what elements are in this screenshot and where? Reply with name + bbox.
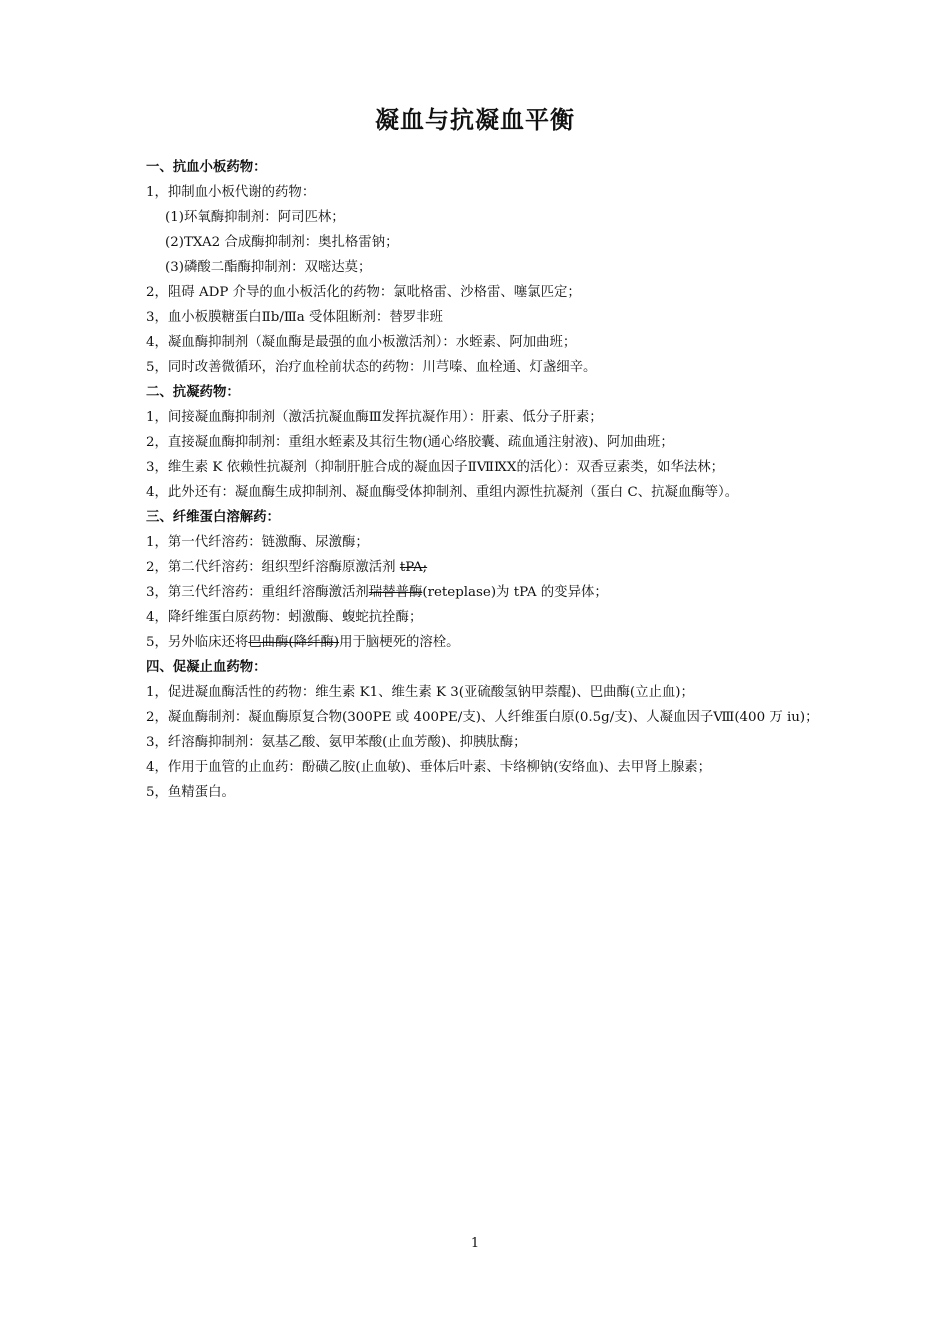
list-item: 4，此外还有：凝血酶生成抑制剂、凝血酶受体抑制剂、重组内源性抗凝剂（蛋白 C、抗凝血酶等）。 (146, 485, 739, 500)
list-item (146, 630, 816, 655)
list-item: 1，间接凝血酶抑制剂（激活抗凝血酶Ⅲ发挥抗凝作用）：肝素、低分子肝素； (146, 410, 603, 425)
struck-text: tPA; (399, 560, 428, 575)
list-item: 2，阻碍 ADP 介导的血小板活化的药物：氯吡格雷、沙格雷、噻氯匹定； (146, 285, 581, 300)
struck-text: 瑞替普酶 (368, 585, 423, 600)
list-item: 4，凝血酶抑制剂（凝血酶是最强的血小板激活剂）：水蛭素、阿加曲班； (146, 335, 577, 350)
document-title: 凝血与抗凝血平衡 (375, 105, 575, 134)
list-item: 4，作用于血管的止血药：酚磺乙胺(止血敏)、垂体后叶素、卡络柳钠(安络血)、去甲肾上腺素； (146, 760, 712, 775)
list-item: 3，纤溶酶抑制剂：氨基乙酸、氨甲苯酸(止血芳酸)、抑胰肽酶； (146, 735, 527, 750)
list-item-text: 用于脑梗死的溶栓。 (339, 635, 460, 650)
struck-text: 巴曲酶(降纤酶) (248, 635, 340, 650)
list-item: 1，第一代纤溶药：链激酶、尿激酶； (146, 535, 369, 550)
list-item (146, 555, 816, 580)
list-item: (2)TXA2 合成酶抑制剂：奥扎格雷钠； (165, 235, 399, 250)
list-item (146, 580, 816, 605)
list-item: 2，直接凝血酶抑制剂：重组水蛭素及其衍生物(通心络胶囊、疏血通注射液)、阿加曲班； (146, 435, 674, 450)
section-heading: 三、纤维蛋白溶解药： (146, 509, 280, 525)
list-item: 1，抑制血小板代谢的药物： (146, 185, 316, 200)
list-item: 5，鱼精蛋白。 (146, 785, 235, 800)
document-body (146, 155, 819, 805)
list-item: 1，促进凝血酶活性的药物：维生素 K1、维生素 K 3(亚硫酸氢钠甲萘醌)、巴曲酶(立止血)； (146, 685, 694, 700)
list-item: (3)磷酸二酯酶抑制剂：双嘧达莫； (165, 260, 372, 275)
section-heading: 二、抗凝药物： (146, 384, 240, 400)
list-item: 3，维生素 K 依赖性抗凝剂（抑制肝脏合成的凝血因子ⅡⅦⅨⅩ的活化）：双香豆素类，如华法林； (146, 460, 725, 475)
list-item: 4，降纤维蛋白原药物：蚓激酶、蝮蛇抗拴酶； (146, 610, 423, 625)
section-heading: 四、促凝止血药物： (146, 659, 267, 675)
list-item-text: 3，第三代纤溶药：重组纤溶酶激活剂 (146, 585, 369, 600)
list-item-text: (reteplase)为 tPA 的变异体； (422, 585, 608, 600)
list-item-text: 5，另外临床还将 (146, 635, 249, 650)
list-item: 2，凝血酶制剂：凝血酶原复合物(300PE 或 400PE/支)、人纤维蛋白原(0.5g/支)、人凝血因子Ⅷ(400 万 iu)； (146, 710, 819, 725)
list-item: 3，血小板膜糖蛋白Ⅱb/Ⅲa 受体阻断剂：替罗非班 (146, 310, 443, 325)
page-number: 1 (470, 1236, 480, 1251)
list-item-text: 2，第二代纤溶药：组织型纤溶酶原激活剂 (146, 560, 400, 575)
list-item: 5，同时改善微循环，治疗血栓前状态的药物：川芎嗪、血栓通、灯盏细辛。 (146, 360, 597, 375)
section-heading: 一、抗血小板药物： (146, 159, 267, 175)
list-item: (1)环氧酶抑制剂：阿司匹林； (165, 210, 345, 225)
